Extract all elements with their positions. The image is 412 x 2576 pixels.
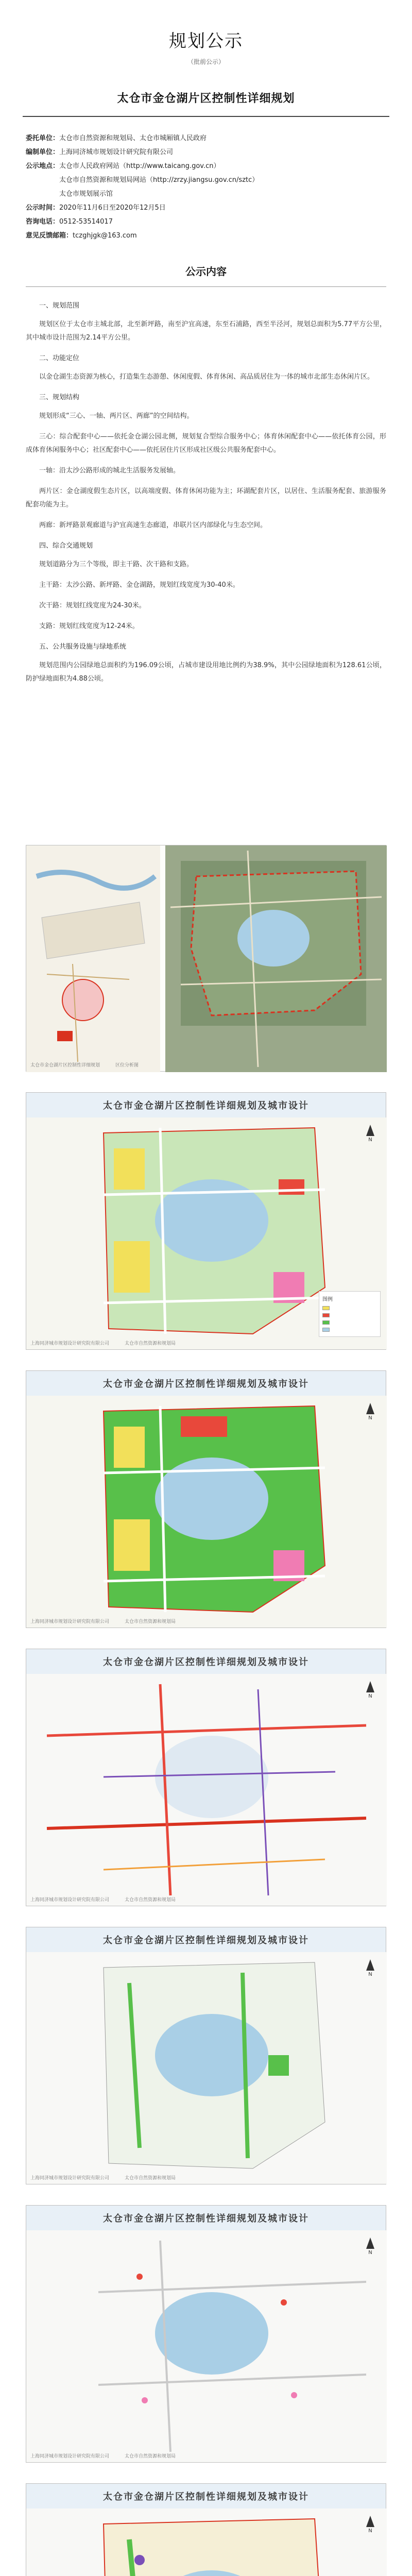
website-link-bureau[interactable]: 太仓市自然资源和规划局网站（http://zrzy.jiangsu.gov.cn/sztc）	[59, 176, 259, 184]
figure-caption	[30, 1618, 176, 1624]
meta-key: 公示时间：	[26, 204, 60, 212]
meta-line: 2020年11月6日至2020年12月5日	[59, 204, 166, 212]
urban-design-map	[26, 2509, 387, 2576]
north-arrow-icon: N	[366, 1125, 374, 1143]
header	[0, 0, 412, 117]
content-paragraph: 两片区：金仓湖度假生态片区，以高端度假、体育休闲功能为主；环湖配套片区，以居住、生活服务配套、旅游服务配套功能为主。	[26, 487, 386, 509]
figure-traffic	[26, 1649, 386, 1906]
meta-key: 公示地点：	[26, 162, 60, 170]
public-facilities-map	[26, 2230, 387, 2462]
banner-text: 太仓市金仓湖片区控制性详细规划及城市设计	[103, 1379, 309, 1389]
page-title: 规划公示	[169, 31, 243, 52]
caption-left: 太仓市金仓湖片区控制性详细规划	[30, 1063, 100, 1068]
legend	[319, 1291, 381, 1337]
content-paragraph: 支路：规划红线宽度为12-24米。	[39, 622, 139, 630]
figure-caption	[30, 1896, 176, 1903]
content-paragraph: 规划范围内公园绿地总面积约为196.09公顷，占城市建设用地比例约为38.9%，其中公园绿地面积为128.61公顷，防护绿地面积为4.88公顷。	[26, 662, 386, 683]
section-title: 公示内容	[185, 265, 227, 278]
content-paragraph: 两廊：新坪路景观廊道与沪宜高速生态廊道，串联片区内部绿化与生态空间。	[39, 521, 267, 529]
land-use-detail-map	[26, 1396, 387, 1628]
banner-text: 太仓市金仓湖片区控制性详细规划及城市设计	[103, 1657, 309, 1668]
caption-right: 太仓市自然资源和规划局	[125, 1341, 176, 1346]
meta-row-email	[26, 229, 386, 243]
figure-urban-design	[26, 2483, 386, 2576]
north-arrow-icon: N	[366, 1959, 374, 1977]
caption-left: 上海同济城市规划设计研究院有限公司	[30, 2454, 110, 2459]
content-paragraph: 规划道路分为三个等级，即主干路、次干路和支路。	[39, 561, 194, 568]
figure-banner	[26, 2484, 386, 2509]
meta-value	[59, 131, 207, 145]
meta-row-time	[26, 201, 386, 215]
content-heading: 二、功能定位	[39, 354, 80, 362]
green-system-map	[26, 1952, 387, 2184]
meta-row-client	[26, 131, 386, 145]
figure-caption	[30, 1340, 176, 1346]
meta-line: 上海同济城市规划设计研究院有限公司	[59, 148, 174, 156]
figure-land-use	[26, 1092, 386, 1350]
title-divider	[23, 116, 389, 117]
email-link[interactable]: tczghjgk@163.com	[73, 232, 137, 240]
figure-location-map	[26, 845, 386, 1072]
caption-right: 区位分析图	[115, 1063, 139, 1068]
caption-left: 上海同济城市规划设计研究院有限公司	[30, 1341, 110, 1346]
banner-text: 太仓市金仓湖片区控制性详细规划及城市设计	[103, 1935, 309, 1946]
section-header	[26, 263, 386, 287]
figure-green-system	[26, 1927, 386, 2184]
page-subtitle: （批前公示）	[187, 58, 225, 65]
figure-land-use-detail	[26, 1370, 386, 1628]
plan-title: 太仓市金仓湖片区控制性详细规划	[117, 92, 295, 105]
meta-key: 意见反馈邮箱：	[26, 232, 73, 240]
content-paragraph: 规划形成“三心、一轴、两片区、两廊”的空间结构。	[39, 412, 194, 420]
caption-right: 太仓市自然资源和规划局	[125, 1897, 176, 1903]
caption-left: 上海同济城市规划设计研究院有限公司	[30, 2176, 110, 2181]
meta-key: 编制单位：	[26, 148, 60, 156]
meta-value	[59, 145, 173, 159]
meta-value	[73, 229, 137, 243]
caption-right: 太仓市自然资源和规划局	[125, 2454, 176, 2459]
caption-right: 太仓市自然资源和规划局	[125, 1619, 176, 1624]
meta-value	[59, 215, 113, 229]
content-paragraph: 三心：综合配套中心——依托金仓湖公园北侧，规划复合型综合服务中心；体育休闲配套中心——依托体育公园，形成体育休闲服务中心；社区配套中心——依托居住片区形成社区级公共服务配套中心。	[26, 433, 386, 454]
content-heading: 一、规划范围	[39, 302, 80, 310]
meta-row-phone	[26, 215, 386, 229]
content-heading: 五、公共服务设施与绿地系统	[39, 643, 127, 651]
content-heading: 三、规划结构	[39, 394, 80, 401]
meta-row-author	[26, 145, 386, 159]
figure-banner	[26, 2206, 386, 2230]
north-arrow-icon: N	[366, 1403, 374, 1421]
meta-line: 0512-53514017	[59, 218, 113, 226]
meta-block	[26, 131, 386, 243]
content-paragraph: 主干路：太沙公路、新坪路、金仓湖路，规划红线宽度为30-40米。	[39, 581, 239, 589]
caption-left: 上海同济城市规划设计研究院有限公司	[30, 1619, 110, 1624]
figure-public-facilities	[26, 2205, 386, 2463]
website-link-gov[interactable]: 太仓市人民政府网站（http://www.taicang.gov.cn）	[59, 162, 220, 170]
location-map-image	[26, 845, 387, 1072]
figure-caption	[30, 2174, 176, 2181]
figure-banner	[26, 1927, 386, 1952]
content-paragraph: 次干路：规划红线宽度为24-30米。	[39, 602, 146, 609]
banner-text: 太仓市金仓湖片区控制性详细规划及城市设计	[103, 1100, 309, 1111]
meta-key: 咨询电话：	[26, 218, 60, 226]
content-paragraph: 以金仓湖生态资源为核心，打造集生态游憩、休闲度假、体育休闲、高品质居住为一体的城市北部生态休闲片区。	[39, 373, 374, 381]
meta-line: 太仓市自然资源和规划局、太仓市城厢镇人民政府	[59, 134, 207, 142]
meta-value	[59, 201, 166, 215]
meta-line: 太仓市规划展示馆	[59, 190, 113, 198]
caption-left: 上海同济城市规划设计研究院有限公司	[30, 1897, 110, 1903]
figure-caption	[30, 1061, 139, 1068]
north-arrow-icon: N	[366, 2238, 374, 2256]
content-body	[26, 299, 386, 686]
caption-right: 太仓市自然资源和规划局	[125, 2176, 176, 2181]
north-arrow-icon: N	[366, 1681, 374, 1699]
meta-value	[59, 159, 259, 201]
content-paragraph: 规划区位于太仓市主城北部，北至新坪路，南至沪宜高速，东至石浦路，西至半泾河，规划总面积为5.77平方公里，其中城市设计范围为2.14平方公里。	[26, 320, 386, 342]
banner-text: 太仓市金仓湖片区控制性详细规划及城市设计	[103, 2492, 309, 2502]
figure-banner	[26, 1371, 386, 1396]
figure-banner	[26, 1093, 386, 1117]
legend-title: 图例	[322, 1297, 333, 1302]
north-arrow-icon: N	[366, 2516, 374, 2534]
meta-row-location	[26, 159, 386, 201]
traffic-map	[26, 1674, 387, 1906]
figure-banner	[26, 1649, 386, 1674]
content-heading: 四、综合交通规划	[39, 542, 93, 550]
meta-key: 委托单位：	[26, 134, 60, 142]
banner-text: 太仓市金仓湖片区控制性详细规划及城市设计	[103, 2213, 309, 2224]
section-divider	[26, 286, 386, 287]
figure-caption	[30, 2452, 176, 2459]
content-paragraph: 一轴：沿太沙公路形成的城北生活服务发展轴。	[39, 467, 180, 474]
